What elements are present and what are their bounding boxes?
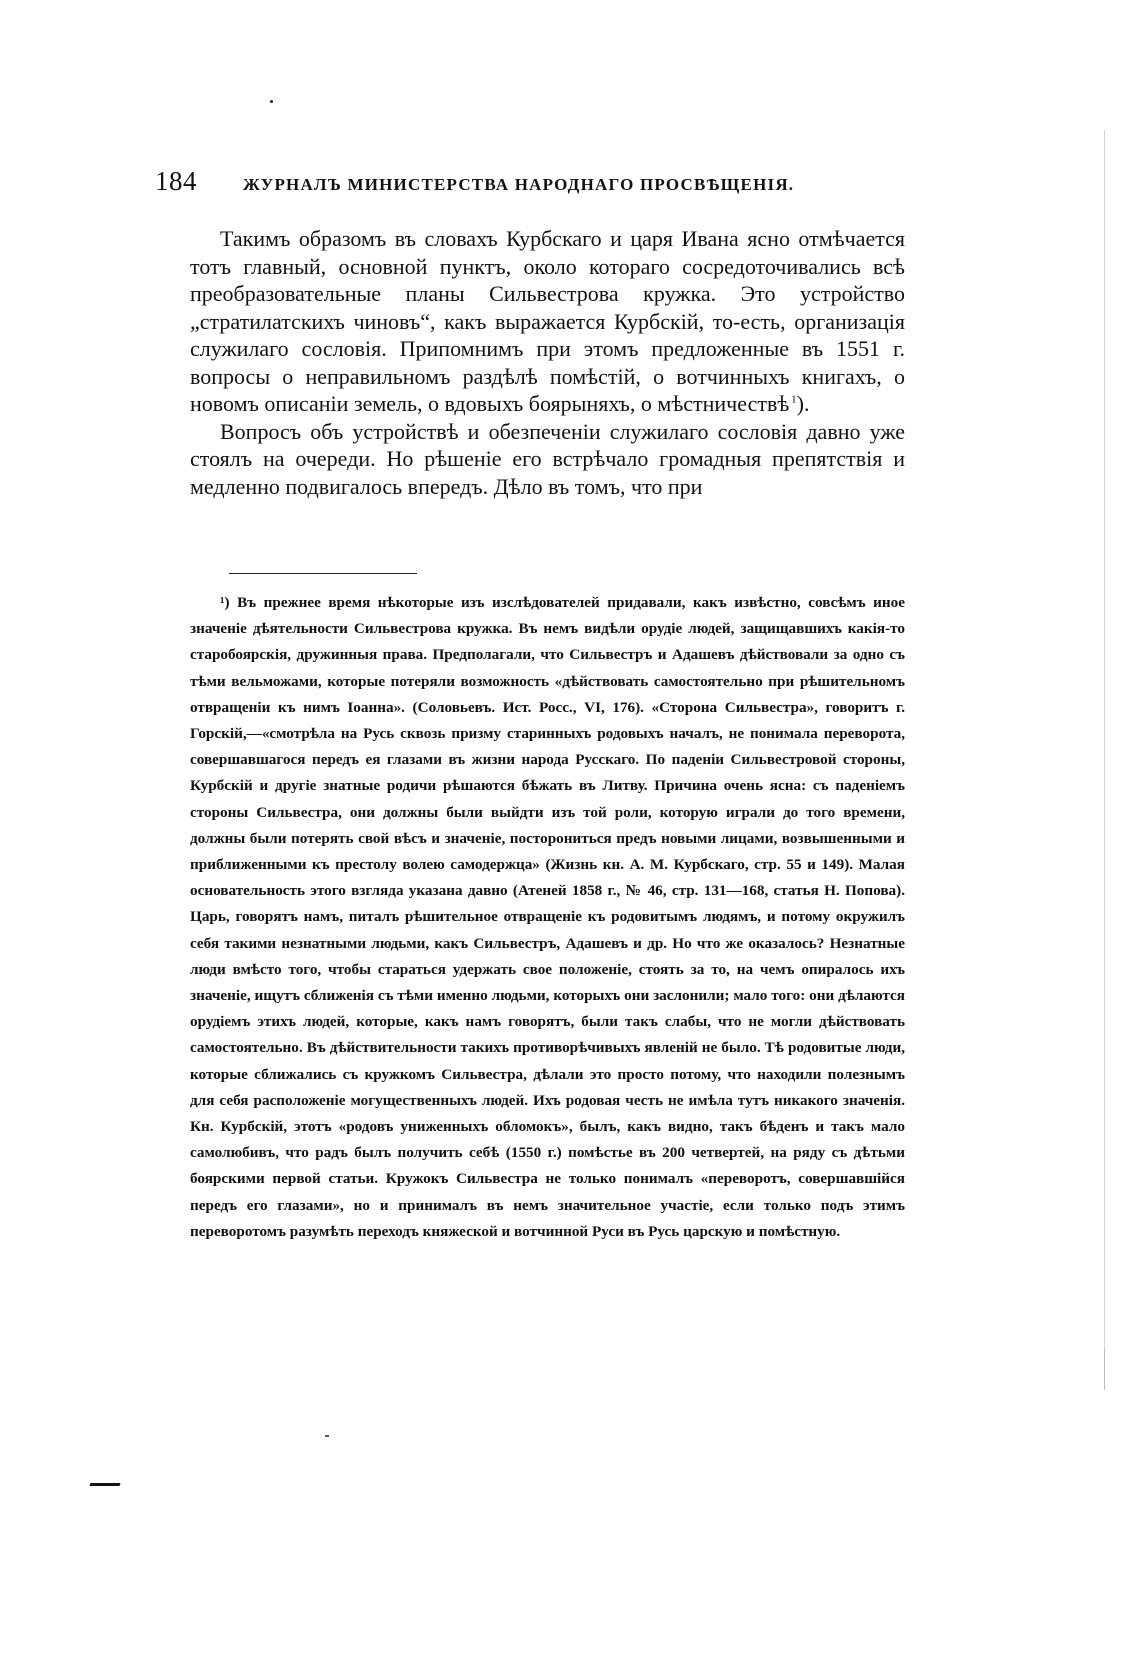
paragraph: Вопросъ объ устройствѣ и обезпеченіи служилаго сословія давно уже стоялъ на очереди. Но рѣшеніе его встрѣчало громадныя препятствія и медленно подвигалось впередъ. Дѣло въ томъ, что при <box>190 418 905 499</box>
page-edge-mark <box>1104 1350 1105 1390</box>
running-head: ЖУРНАЛЪ МИНИСТЕРСТВА НАРОДНАГО ПРОСВѢЩЕНІЯ. <box>243 175 795 194</box>
paragraph-end: ). <box>796 391 810 416</box>
footnote-separator <box>229 573 417 574</box>
ink-speck <box>270 100 273 103</box>
footnote-marker: ¹) <box>220 594 230 611</box>
footnote-text: Въ прежнее время нѣкоторые изъ изслѣдователей придавали, какъ извѣстно, совсѣмъ иное значеніе дѣятельности Сильвестрова кружка. Въ немъ видѣли орудіе людей, защищавшихъ какія-то старобоярскія, дружинныя права. Предполагали, что Сильвестръ и Адашевъ дѣйствовали за одно съ тѣми вельможами, которые потеряли возможность «дѣйствовать самостоятельно при рѣшительномъ отвращеніи къ нимъ Іоанна». (Соловьевъ. Ист. Росс., VI, 176). «Сторона Сильвестра», говоритъ г. Горскій,—«смотрѣла на Русь сквозь призму старинныхъ родовыхъ началъ, не понимала переворота, совершавшагося передъ ея глазами въ жизни народа Русскаго. По паденіи Сильвестровой стороны, Курбскій и другіе знатные родичи рѣшаются бѣжать въ Литву. Причина очень ясна: съ паденіемъ стороны Сильвестра, они должны были выйдти изъ той роли, которую играли до того времени, должны были потерять свой вѣсъ и значеніе, посторониться предъ новыми лицами, возвышенными и приближенными къ престолу волею самодержца» (Жизнь кн. А. М. Курбскаго, стр. 55 и 149). Малая основательность этого взгляда указана давно (Атеней 1858 г., № 46, стр. 131—168, статья Н. Попова). Царь, говорятъ намъ, питалъ рѣшительное отвращеніе къ родовитымъ людямъ, и потому окружилъ себя такими незнатными людьми, какъ Сильвестръ, Адашевъ и др. Но что же оказалось? Незнатные люди вмѣсто того, чтобы стараться удержать свое положеніе, стоять за то, на чемъ опиралось ихъ значеніе, ищутъ сближенія съ тѣми именно людьми, которыхъ они заслонили; мало того: они дѣлаются орудіемъ этихъ людей, которые, какъ намъ говорятъ, были такъ слабы, что не могли дѣйствовать самостоятельно. Въ дѣйствительности такихъ противорѣчивыхъ явленій не было. Тѣ родовитые люди, которые сближались съ кружкомъ Сильвестра, дѣлали это просто потому, что находили полезнымъ для себя расположеніе могущественныхъ людей. Ихъ родовая честь не имѣла тутъ никакого значенія. Кн. Курбскій, этотъ «родовъ униженныхъ обломокъ», былъ, какъ видно, такъ бѣденъ и такъ мало самолюбивъ, что радъ былъ получить себѣ (1550 г.) помѣстье въ 200 четвертей, на ряду съ дѣтьми боярскими первой статьи. Кружокъ Сильвестра не только понималъ «переворотъ, совершавшійся передъ его глазами», но и принималъ въ немъ значительное участіе, если только подъ этимъ переворотомъ разумѣть переходъ княжеской и вотчинной Руси въ Русь царскую и помѣстную. <box>190 594 905 1240</box>
footnote-reference: 1 <box>791 393 797 406</box>
margin-dash <box>89 1483 120 1486</box>
paragraph-text: Такимъ образомъ въ словахъ Курбскаго и царя Ивана ясно отмѣчается тотъ главный, основной пунктъ, около котораго сосредоточивались всѣ преобразовательные планы Сильвестрова кружка. Это устройство „стратилатскихъ чиновъ“, какъ выражается Курбскій, то-есть, организація служилаго сословія. Припомнимъ при этомъ предложенные въ 1551 г. вопросы о неправильномъ раздѣлѣ помѣстій, о вотчинныхъ книгахъ, о новомъ описаніи земель, о вдовыхъ боярыняхъ, о мѣстничествѣ <box>190 226 905 416</box>
main-text <box>190 225 905 500</box>
footnotes <box>190 590 905 1245</box>
ink-speck <box>325 1435 329 1437</box>
paragraph <box>190 225 905 418</box>
page-header <box>155 166 965 200</box>
page-number: 184 <box>155 166 197 196</box>
page-edge-line <box>1104 130 1105 1390</box>
footnote <box>190 590 905 1245</box>
